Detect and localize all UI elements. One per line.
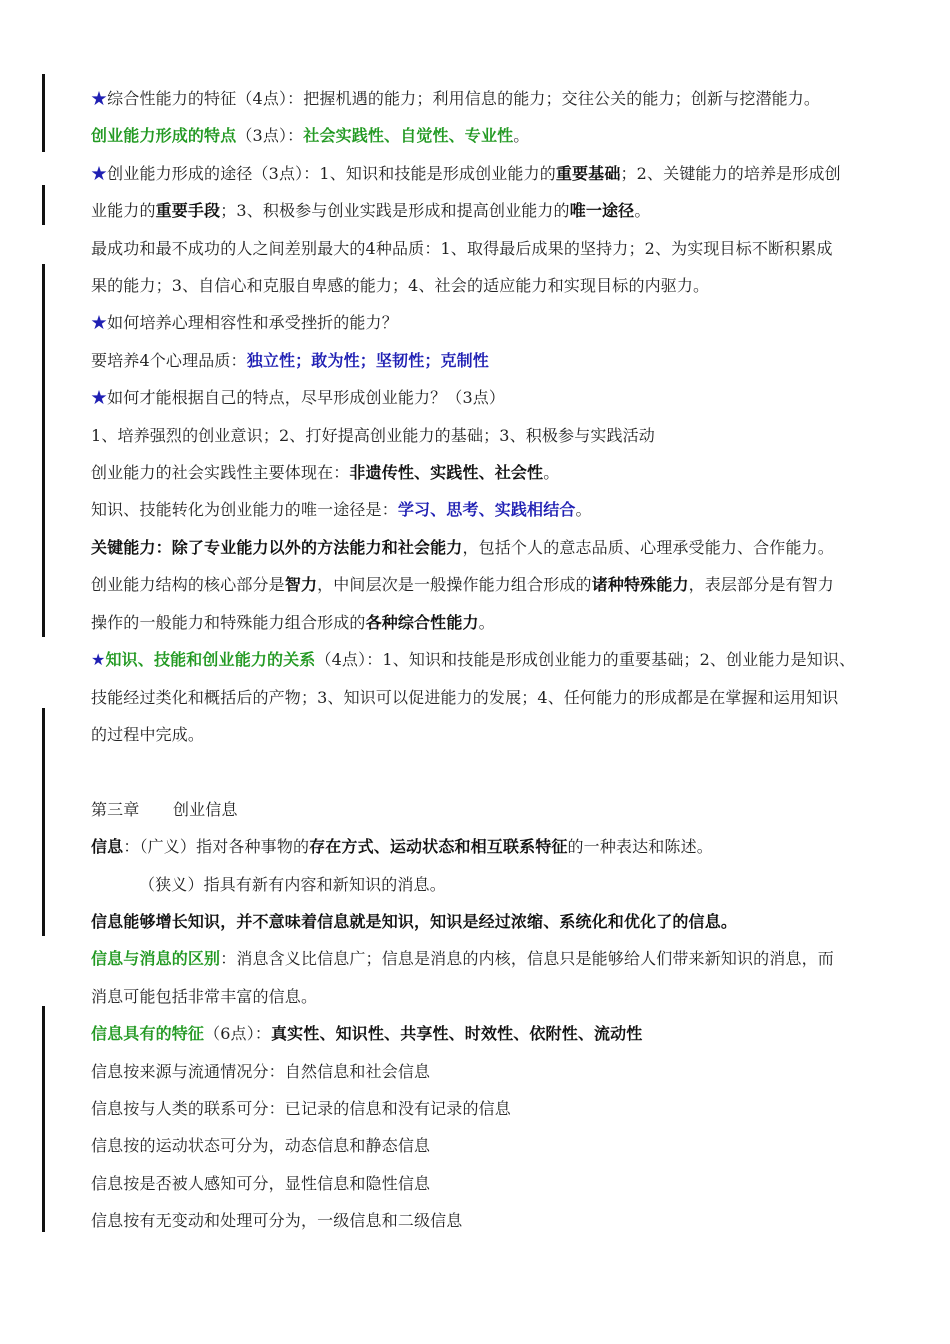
margin-bar bbox=[42, 1006, 45, 1232]
star-icon: ★ bbox=[91, 388, 108, 408]
text-line: 信息按有无变动和处理可分为，一级信息和二级信息 bbox=[91, 1211, 463, 1231]
star-icon: ★ bbox=[91, 89, 108, 108]
text-line: 关键能力：除了专业能力以外的方法能力和社会能力，包括个人的意志品质、心理承受能力、合作能力。 bbox=[91, 537, 834, 557]
margin-bar bbox=[42, 185, 45, 225]
text-line: ★如何培养心理相容性和承受挫折的能力？ bbox=[91, 313, 398, 333]
text-line: 信息能够增长知识，并不意味着信息就是知识，知识是经过浓缩、系统化和优化了的信息。 bbox=[91, 911, 738, 931]
text-line: 信息具有的特征（6点）：真实性、知识性、共享性、时效性、依附性、流动性 bbox=[91, 1024, 643, 1044]
text-line: 信息：（广义）指对各种事物的存在方式、运动状态和相互联系特征的一种表达和陈述。 bbox=[91, 837, 713, 857]
chapter-number: 第三章 bbox=[91, 799, 140, 819]
text-line: 知识、技能转化为创业能力的唯一途径是：学习、思考、实践相结合。 bbox=[91, 500, 592, 520]
text-line: 创业能力结构的核心部分是智力，中间层次是一般操作能力组合形成的诸种特殊能力，表层部分是有智力 bbox=[91, 575, 834, 595]
margin-bar bbox=[42, 264, 45, 609]
text-line: 消息可能包括非常丰富的信息。 bbox=[91, 986, 318, 1006]
text-line: 业能力的重要手段；3、积极参与创业实践是形成和提高创业能力的唯一途径。 bbox=[91, 201, 651, 221]
star-icon: ★ bbox=[91, 163, 108, 183]
text-line: 1、培养强烈的创业意识；2、打好提高创业能力的基础；3、积极参与实践活动 bbox=[91, 425, 655, 445]
text-line: （狭义）指具有新有内容和新知识的消息。 bbox=[139, 874, 446, 894]
chapter-heading bbox=[91, 791, 866, 828]
text-line: ★知识、技能和创业能力的关系（4点）：1、知识和技能是形成创业能力的重要基础；2、创业能力是知识、 bbox=[91, 650, 856, 670]
text-line: 创业能力形成的特点（3点）：社会实践性、自觉性、专业性。 bbox=[91, 126, 530, 146]
text-line: 最成功和最不成功的人之间差别最大的4种品质：1、取得最后成果的坚持力；2、为实现目标不断积累成 bbox=[91, 238, 833, 258]
star-icon: ★ bbox=[91, 650, 106, 670]
text-line: 果的能力；3、自信心和克服自卑感的能力；4、社会的适应能力和实现目标的内驱力。 bbox=[91, 276, 710, 296]
text-line: ★综合性能力的特征（4点）：把握机遇的能力；利用信息的能力；交往公关的能力；创新与挖潜能力。 bbox=[91, 89, 821, 108]
text-line: 信息按来源与流通情况分：自然信息和社会信息 bbox=[91, 1061, 431, 1081]
text-line: 信息按的运动状态可分为，动态信息和静态信息 bbox=[91, 1136, 431, 1156]
spacer bbox=[91, 753, 866, 790]
text-line: 技能经过类化和概括后的产物；3、知识可以促进能力的发展；4、任何能力的形成都是在掌握和运用知识 bbox=[91, 687, 839, 707]
text-line: ★如何才能根据自己的特点，尽早形成创业能力？（3点） bbox=[91, 388, 506, 408]
text-line: 信息按是否被人感知可分，显性信息和隐性信息 bbox=[91, 1173, 431, 1193]
text-line: 创业能力的社会实践性主要体现在：非遗传性、实践性、社会性。 bbox=[91, 463, 560, 483]
margin-bar bbox=[42, 74, 45, 152]
margin-bar bbox=[42, 597, 45, 637]
text-line: 的过程中完成。 bbox=[91, 724, 205, 744]
chapter-title: 创业信息 bbox=[173, 799, 238, 819]
document-body bbox=[91, 80, 866, 1240]
text-line: 信息与消息的区别：消息含义比信息广；信息是消息的内核，信息只是能够给人们带来新知识的消息，而 bbox=[91, 949, 834, 969]
text-line: 信息按与人类的联系可分：已记录的信息和没有记录的信息 bbox=[91, 1098, 511, 1118]
star-icon: ★ bbox=[91, 313, 108, 333]
text-line: 操作的一般能力和特殊能力组合形成的各种综合性能力。 bbox=[91, 612, 495, 632]
text-line: 要培养4个心理品质：独立性；敢为性；坚韧性；克制性 bbox=[91, 350, 489, 370]
margin-bar bbox=[42, 708, 45, 936]
text-line: ★创业能力形成的途径（3点）：1、知识和技能是形成创业能力的重要基础；2、关键能力的培养是形成创 bbox=[91, 163, 841, 183]
